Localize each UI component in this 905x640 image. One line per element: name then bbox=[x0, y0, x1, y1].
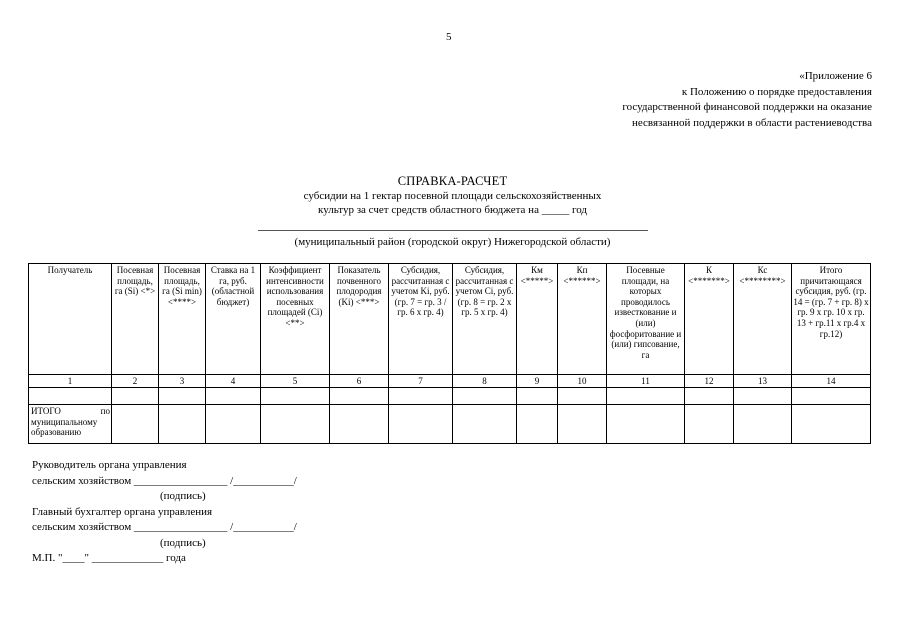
column-number: 5 bbox=[261, 375, 330, 388]
column-header: Субсидия, рассчитанная с учетом Ci, руб. (гр. 8 = гр. 2 х гр. 5 х гр. 4) bbox=[453, 264, 517, 375]
column-header: Показатель почвенного плодородия (Ki) <***> bbox=[330, 264, 389, 375]
table-cell bbox=[261, 388, 330, 405]
signature-caption: (подпись) bbox=[160, 490, 206, 502]
signature-caption: (подпись) bbox=[160, 536, 206, 549]
column-header: Посевная площадь, га (Si min) <****> bbox=[159, 264, 206, 375]
municipality-fill-line bbox=[258, 230, 648, 231]
table-cell bbox=[112, 388, 159, 405]
column-header: Кс <********> bbox=[734, 264, 792, 375]
column-number: 14 bbox=[792, 375, 871, 388]
column-header: Ставка на 1 га, руб. (областной бюджет) bbox=[206, 264, 261, 375]
total-row bbox=[29, 405, 871, 444]
stamp-date-line: М.П. "____" _____________ года bbox=[32, 552, 186, 564]
column-number: 13 bbox=[734, 375, 792, 388]
subsidy-calculation-table bbox=[28, 263, 871, 444]
column-header: Получатель bbox=[29, 264, 112, 375]
column-number: 6 bbox=[330, 375, 389, 388]
accountant-title-line: Главный бухгалтер органа управления bbox=[32, 505, 213, 518]
column-header: Итого причитающаяся субсидия, руб. (гр. 14 = (гр. 7 + гр. 8) х гр. 9 х гр. 10 х гр. 13 + гр.11 х гр.4 х гр.12) bbox=[792, 264, 871, 375]
head-title-line: Руководитель органа управления bbox=[32, 459, 187, 471]
table-cell bbox=[206, 405, 261, 444]
column-number-row bbox=[29, 375, 871, 388]
page-number: 5 bbox=[446, 31, 452, 43]
document-subtitle-line: культур за счет средств областного бюджета на _____ год bbox=[318, 204, 587, 216]
table-cell bbox=[206, 388, 261, 405]
table-cell bbox=[517, 388, 558, 405]
table-cell bbox=[389, 405, 453, 444]
table-cell bbox=[607, 405, 685, 444]
column-header: Посевная площадь, га (Si) <*> bbox=[112, 264, 159, 375]
table-cell bbox=[261, 405, 330, 444]
head-signature-line: сельским хозяйством _________________ /___________/ bbox=[32, 474, 297, 487]
appendix-line: к Положению о порядке предоставления bbox=[681, 85, 872, 98]
column-header: Посевные площади, на которых проводилось известкование и (или) фосфоритование и (или) гипсование, га bbox=[607, 264, 685, 375]
table-cell bbox=[112, 405, 159, 444]
table-cell bbox=[389, 388, 453, 405]
table-cell bbox=[453, 405, 517, 444]
table-cell bbox=[159, 405, 206, 444]
appendix-reference bbox=[560, 69, 872, 131]
table-cell bbox=[159, 388, 206, 405]
appendix-line: несвязанной поддержки в области растениеводства bbox=[632, 116, 872, 129]
table-cell bbox=[685, 388, 734, 405]
table-cell bbox=[330, 405, 389, 444]
table-cell bbox=[517, 405, 558, 444]
column-number: 1 bbox=[29, 375, 112, 388]
table-cell bbox=[453, 388, 517, 405]
column-number: 9 bbox=[517, 375, 558, 388]
column-number: 2 bbox=[112, 375, 159, 388]
table-cell bbox=[330, 388, 389, 405]
signature-block bbox=[32, 458, 297, 567]
appendix-line: «Приложение 6 bbox=[799, 70, 872, 82]
column-header: Кп <******> bbox=[558, 264, 607, 375]
table-cell bbox=[792, 388, 871, 405]
column-header: Субсидия, рассчитанная с учетом Ki, руб. (гр. 7 = гр. 3 / гр. 6 х гр. 4) bbox=[389, 264, 453, 375]
table-cell bbox=[29, 388, 112, 405]
document-title: СПРАВКА-РАСЧЕТ bbox=[397, 174, 508, 188]
table-cell bbox=[558, 405, 607, 444]
table-cell bbox=[734, 388, 792, 405]
column-number: 11 bbox=[607, 375, 685, 388]
table-header-row bbox=[29, 264, 871, 375]
column-header: Км <*****> bbox=[517, 264, 558, 375]
column-number: 4 bbox=[206, 375, 261, 388]
accountant-signature-line: сельским хозяйством _________________ /___________/ bbox=[32, 521, 297, 533]
column-header: Коэффициент интенсивности использования посевных площадей (Ci) <**> bbox=[261, 264, 330, 375]
table-cell bbox=[792, 405, 871, 444]
table-cell bbox=[558, 388, 607, 405]
document-title-block bbox=[220, 174, 685, 218]
appendix-line: государственной финансовой поддержки на оказание bbox=[622, 101, 872, 113]
document-subtitle-line: субсидии на 1 гектар посевной площади сельскохозяйственных bbox=[303, 189, 602, 202]
table-cell bbox=[607, 388, 685, 405]
table-cell bbox=[685, 405, 734, 444]
column-number: 8 bbox=[453, 375, 517, 388]
column-number: 10 bbox=[558, 375, 607, 388]
table-cell bbox=[734, 405, 792, 444]
total-label: ИТОГО по муниципальному образованию bbox=[29, 405, 112, 444]
column-number: 7 bbox=[389, 375, 453, 388]
column-number: 3 bbox=[159, 375, 206, 388]
municipality-caption: (муниципальный район (городской округ) Нижегородской области) bbox=[294, 236, 611, 248]
column-number: 12 bbox=[685, 375, 734, 388]
column-header: К <*******> bbox=[685, 264, 734, 375]
table-row bbox=[29, 388, 871, 405]
